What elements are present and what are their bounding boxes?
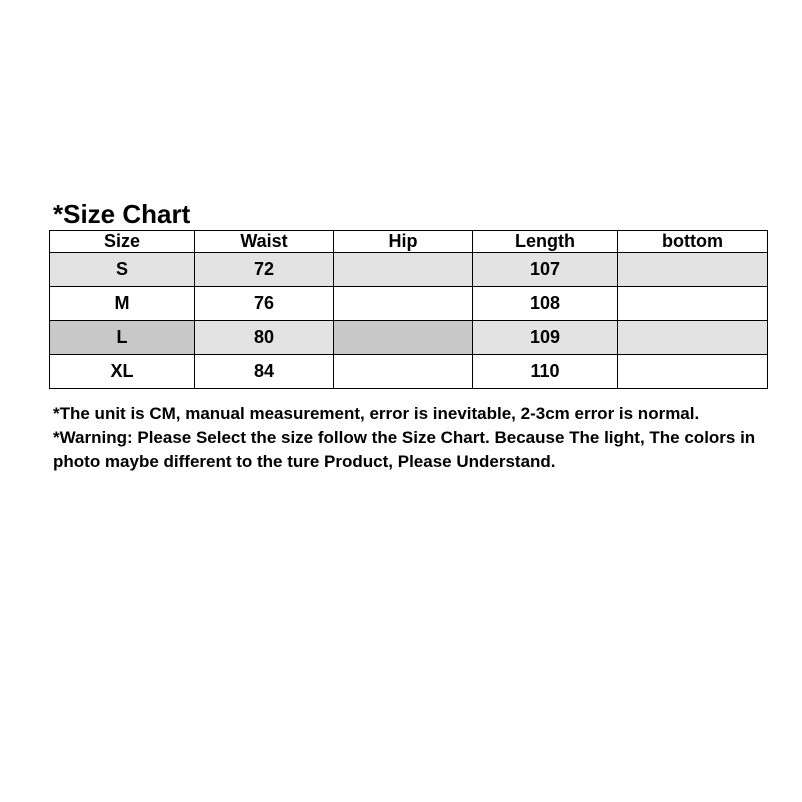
cell-hip — [334, 287, 473, 321]
header-length: Length — [473, 231, 618, 253]
table-row — [50, 355, 768, 389]
header-bottom: bottom — [618, 231, 768, 253]
cell-waist: 72 — [195, 253, 334, 287]
cell-bottom — [618, 287, 768, 321]
table-row — [50, 253, 768, 287]
cell-hip — [334, 253, 473, 287]
header-hip: Hip — [334, 231, 473, 253]
cell-waist: 84 — [195, 355, 334, 389]
cell-size: L — [50, 321, 195, 355]
measurement-note: *The unit is CM, manual measurement, error is inevitable, 2-3cm error is normal. *Warning: Please Select the size follow the Size Chart. Because The light, The colors in photo maybe different to the ture Product, Please Understand. — [53, 404, 756, 471]
cell-waist: 76 — [195, 287, 334, 321]
cell-hip — [334, 355, 473, 389]
cell-size: XL — [50, 355, 195, 389]
cell-bottom — [618, 253, 768, 287]
cell-hip — [334, 321, 473, 355]
cell-length: 107 — [473, 253, 618, 287]
cell-bottom — [618, 355, 768, 389]
table-header-row — [50, 231, 768, 253]
cell-size: M — [50, 287, 195, 321]
header-waist: Waist — [195, 231, 334, 253]
cell-length: 110 — [473, 355, 618, 389]
size-chart-title: *Size Chart — [53, 199, 191, 229]
cell-bottom — [618, 321, 768, 355]
size-chart-table — [49, 230, 768, 389]
cell-size: S — [50, 253, 195, 287]
cell-length: 108 — [473, 287, 618, 321]
table-row — [50, 287, 768, 321]
cell-length: 109 — [473, 321, 618, 355]
cell-waist: 80 — [195, 321, 334, 355]
table-row — [50, 321, 768, 355]
header-size: Size — [50, 231, 195, 253]
